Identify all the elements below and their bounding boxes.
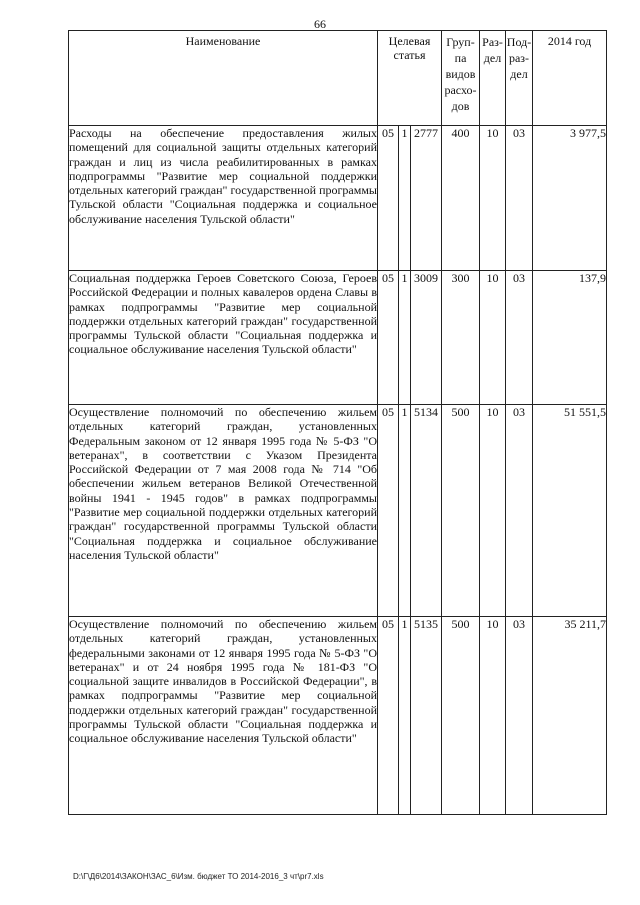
section: 10 <box>480 271 506 405</box>
subsection: 03 <box>506 617 533 815</box>
header-name: Наименование <box>69 31 378 126</box>
row-name: Осуществление полномочий по обеспечению жильем отдельных категорий граждан, установленных федеральными законами от 12 января 1995 года № 5-ФЗ "О ветеранах" и от 24 ноября 1995 года № 181-ФЗ "О социальной защите инвалидов в Российской Федерации", в рамках подпрограммы "Развитие мер социальной поддержки отдельных категорий граждан" государственной программы Тульской области "Социальная поддержка и социальное обслуживание населения Тульской области" <box>69 617 378 815</box>
article-part-3: 5135 <box>411 617 442 815</box>
expense-group: 300 <box>442 271 480 405</box>
table-header-row <box>69 31 607 126</box>
table-row <box>69 126 607 271</box>
header-expense-group: Груп-па видов расхо-дов <box>442 31 480 126</box>
row-name: Осуществление полномочий по обеспечению жильем отдельных категорий граждан, установленных Федеральным законом от 12 января 1995 года № 5-ФЗ "О ветеранах", в соответствии с Указом Президента Российской Федерации от 7 мая 2008 года № 714 "Об обеспечении жильем ветеранов Великой Отечественной войны 1941 - 1945 годов" в рамках подпрограммы "Развитие мер социальной поддержки отдельных категорий граждан" государственной программы Тульской области "Социальная поддержка и социальное обслуживание населения Тульской области" <box>69 405 378 617</box>
table-row <box>69 271 607 405</box>
expense-group: 400 <box>442 126 480 271</box>
article-part-2: 1 <box>399 271 411 405</box>
article-part-3: 2777 <box>411 126 442 271</box>
amount-2014: 51 551,5 <box>533 405 607 617</box>
subsection: 03 <box>506 126 533 271</box>
article-part-2: 1 <box>399 617 411 815</box>
subsection: 03 <box>506 271 533 405</box>
table-row <box>69 617 607 815</box>
row-name: Социальная поддержка Героев Советского Союза, Героев Российской Федерации и полных кавалеров ордена Славы в рамках подпрограммы "Развитие мер социальной поддержки отдельных категорий граждан" государственной программы Тульской области "Социальная поддержка и социальное обслуживание населения Тульской области" <box>69 271 378 405</box>
section: 10 <box>480 617 506 815</box>
header-section: Раз-дел <box>480 31 506 126</box>
section: 10 <box>480 126 506 271</box>
article-part-3: 3009 <box>411 271 442 405</box>
article-part-1: 05 <box>378 126 399 271</box>
subsection: 03 <box>506 405 533 617</box>
budget-table <box>68 30 607 815</box>
header-subsection: Под-раз-дел <box>506 31 533 126</box>
article-part-1: 05 <box>378 271 399 405</box>
page-number: 66 <box>314 17 326 31</box>
article-part-2: 1 <box>399 126 411 271</box>
article-part-2: 1 <box>399 405 411 617</box>
header-year: 2014 год <box>533 31 607 126</box>
article-part-1: 05 <box>378 617 399 815</box>
footer-file-path: D:\Г\Д6\2014\ЗАКОН\ЗАС_6\Изм. бюджет ТО 2014-2016_3 чт\pr7.xls <box>73 872 324 881</box>
row-name: Расходы на обеспечение предоставления жилых помещений для социальной защиты отдельных категорий граждан и лиц из числа реабилитированных в рамках подпрограммы "Развитие мер социальной поддержки отдельных категорий граждан" государственной программы Тульской области "Социальная поддержка и социальное обслуживание населения Тульской области" <box>69 126 378 271</box>
expense-group: 500 <box>442 617 480 815</box>
article-part-3: 5134 <box>411 405 442 617</box>
header-target-article: Целевая статья <box>378 31 442 126</box>
article-part-1: 05 <box>378 405 399 617</box>
section: 10 <box>480 405 506 617</box>
amount-2014: 3 977,5 <box>533 126 607 271</box>
amount-2014: 137,9 <box>533 271 607 405</box>
table-row <box>69 405 607 617</box>
amount-2014: 35 211,7 <box>533 617 607 815</box>
expense-group: 500 <box>442 405 480 617</box>
